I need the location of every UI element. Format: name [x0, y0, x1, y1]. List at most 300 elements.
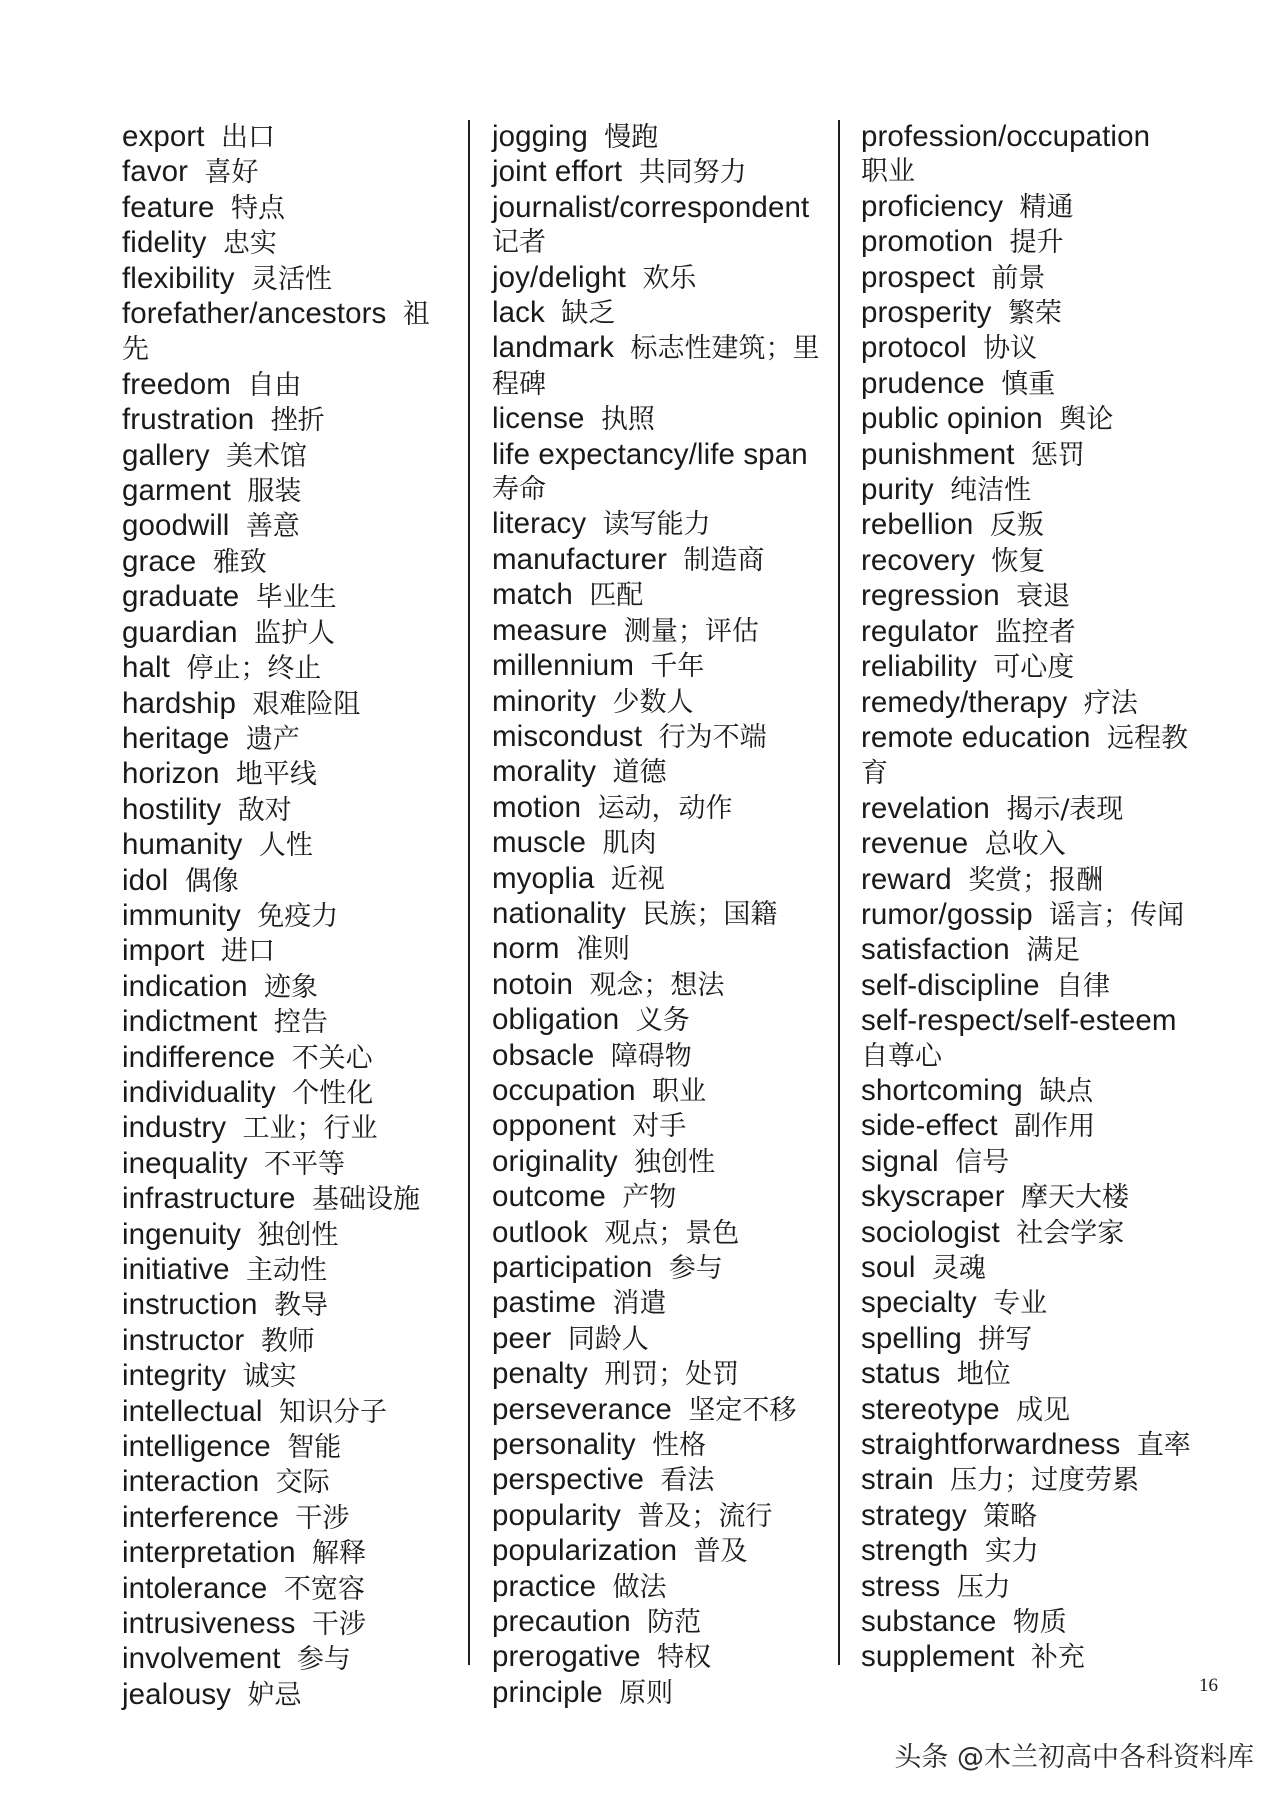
vocab-word: status — [861, 1357, 941, 1391]
vocab-word: import — [122, 934, 205, 968]
vocab-meaning: 信号 — [955, 1146, 1010, 1178]
vocab-word: pastime — [492, 1286, 596, 1320]
vocab-entry — [861, 1286, 1191, 1321]
vocab-meaning: 观点；景色 — [604, 1217, 740, 1249]
vocab-meaning: 总收入 — [984, 829, 1066, 861]
vocab-entry — [861, 650, 1191, 685]
vocab-entry — [492, 296, 825, 331]
vocab-meaning: 缺点 — [1039, 1075, 1094, 1107]
page-number: 16 — [1199, 1675, 1218, 1696]
vocab-meaning: 原则 — [619, 1677, 674, 1709]
vocab-meaning: 忠实 — [222, 228, 277, 260]
vocab-word: inequality — [122, 1146, 248, 1180]
vocab-column-1 — [122, 120, 440, 1713]
vocab-meaning: 社会学家 — [1016, 1217, 1125, 1249]
vocab-entry — [861, 261, 1191, 296]
vocab-entry — [861, 863, 1191, 898]
vocab-word: promotion — [861, 225, 994, 259]
vocab-word: measure — [492, 613, 608, 647]
vocab-meaning: 服装 — [247, 476, 302, 508]
vocab-meaning: 独创性 — [634, 1146, 716, 1178]
vocab-entry — [861, 1605, 1191, 1640]
vocab-word: peer — [492, 1321, 552, 1355]
vocab-word: industry — [122, 1111, 227, 1145]
vocab-meaning: 参与 — [296, 1644, 351, 1676]
vocab-entry — [861, 1145, 1191, 1180]
vocab-word: heritage — [122, 721, 230, 755]
vocab-word: ingenuity — [122, 1217, 241, 1251]
vocab-meaning: 反叛 — [989, 510, 1044, 542]
vocab-entry — [492, 1393, 825, 1428]
vocab-entry — [492, 720, 825, 755]
vocab-entry — [122, 1218, 440, 1253]
vocab-meaning: 自尊心 — [861, 1040, 942, 1072]
vocab-word: miscondust — [492, 719, 643, 753]
vocab-word: occupation — [492, 1073, 636, 1107]
vocab-entry — [122, 191, 440, 226]
vocab-meaning: 近视 — [610, 863, 665, 895]
vocab-meaning: 职业 — [861, 156, 915, 188]
vocab-word: myoplia — [492, 861, 595, 895]
vocab-word: regulator — [861, 614, 979, 648]
vocab-entry — [492, 1039, 825, 1074]
vocab-entry — [861, 1463, 1191, 1498]
vocab-word: interference — [122, 1500, 279, 1534]
vocab-meaning: 迹象 — [264, 971, 319, 1003]
vocab-entry — [861, 296, 1191, 331]
vocab-entry — [122, 1465, 440, 1500]
vocab-entry — [492, 1570, 825, 1605]
vocab-meaning: 职业 — [652, 1075, 707, 1107]
vocab-entry — [122, 1111, 440, 1146]
vocab-word: indication — [122, 969, 248, 1003]
vocab-meaning: 行为不端 — [658, 721, 767, 753]
vocab-word: prosperity — [861, 296, 992, 330]
vocab-word: prerogative — [492, 1640, 641, 1674]
vocab-word: favor — [122, 155, 189, 189]
vocab-entry — [492, 755, 825, 790]
vocab-meaning: 监控者 — [994, 616, 1076, 648]
watermark: 头条 @木兰初高中各科资料库 — [894, 1742, 1254, 1773]
vocab-entry — [492, 191, 825, 261]
vocab-entry — [122, 1253, 440, 1288]
vocab-entry — [492, 1640, 825, 1675]
vocab-entry — [861, 225, 1191, 260]
vocab-meaning: 缺乏 — [561, 298, 616, 330]
vocab-meaning: 产物 — [622, 1182, 677, 1214]
vocab-meaning: 监护人 — [254, 617, 336, 649]
vocab-word: specialty — [861, 1286, 977, 1320]
vocab-meaning: 地平线 — [235, 759, 317, 791]
vocab-word: minority — [492, 684, 597, 718]
vocab-entry — [492, 331, 825, 402]
vocab-word: intelligence — [122, 1430, 271, 1464]
vocab-meaning: 控告 — [273, 1007, 328, 1039]
vocab-entry — [122, 226, 440, 261]
vocab-meaning: 做法 — [612, 1571, 667, 1603]
vocab-meaning: 准则 — [576, 934, 631, 966]
vocab-word: notoin — [492, 967, 573, 1001]
vocab-entry — [492, 438, 825, 508]
vocab-word: obsacle — [492, 1038, 595, 1072]
vocab-meaning: 雅致 — [212, 546, 267, 578]
vocab-word: revelation — [861, 791, 990, 825]
vocab-entry — [861, 1180, 1191, 1215]
vocab-word: originality — [492, 1144, 618, 1178]
vocab-word: soul — [861, 1251, 916, 1284]
vocab-word: humanity — [122, 828, 243, 862]
vocab-meaning: 直率 — [1136, 1430, 1191, 1462]
vocab-entry — [122, 1430, 440, 1465]
vocab-entry — [122, 970, 440, 1005]
vocab-meaning: 停止；终止 — [186, 653, 322, 685]
vocab-meaning: 普及；流行 — [637, 1500, 773, 1532]
vocab-entry — [492, 402, 825, 437]
vocab-word: lack — [492, 296, 545, 330]
vocab-word: flexibility — [122, 261, 235, 295]
vocab-meaning: 提升 — [1009, 227, 1064, 259]
vocab-entry — [122, 1182, 440, 1217]
vocab-word: punishment — [861, 437, 1015, 471]
vocab-word: instruction — [122, 1288, 258, 1322]
vocab-meaning: 精通 — [1019, 191, 1074, 223]
vocab-entry — [122, 1288, 440, 1323]
vocab-word: license — [492, 402, 585, 436]
vocab-entry — [861, 367, 1191, 402]
vocab-word: immunity — [122, 898, 241, 932]
vocab-entry — [492, 1428, 825, 1463]
vocab-word: profession/occupation — [861, 120, 1151, 153]
vocab-meaning: 个性化 — [292, 1077, 374, 1109]
vocab-entry — [492, 862, 825, 897]
vocab-meaning: 教师 — [260, 1325, 315, 1357]
vocab-entry — [492, 1251, 825, 1286]
vocab-word: manufacturer — [492, 542, 668, 576]
vocab-entry — [492, 685, 825, 720]
vocab-entry — [861, 402, 1191, 437]
vocab-meaning: 前景 — [991, 262, 1046, 294]
vocab-word: muscle — [492, 826, 587, 860]
vocab-entry — [122, 120, 440, 155]
vocab-meaning: 执照 — [600, 404, 655, 436]
vocab-meaning: 同龄人 — [567, 1323, 649, 1355]
vocab-meaning: 自律 — [1055, 970, 1110, 1002]
vocab-entry — [122, 757, 440, 792]
vocab-meaning: 副作用 — [1014, 1111, 1096, 1143]
vocab-entry — [122, 368, 440, 403]
vocab-meaning: 舆论 — [1059, 404, 1114, 436]
vocab-entry — [122, 1572, 440, 1607]
vocab-meaning: 读写能力 — [602, 509, 711, 541]
vocab-word: intolerance — [122, 1571, 268, 1605]
vocab-meaning: 交际 — [275, 1467, 330, 1499]
vocab-entry — [122, 155, 440, 190]
vocab-meaning: 出口 — [221, 122, 275, 153]
vocab-entry — [861, 544, 1191, 579]
vocab-entry — [861, 438, 1191, 473]
vocab-word: outcome — [492, 1180, 606, 1214]
vocab-meaning: 自由 — [247, 369, 302, 401]
vocab-entry — [861, 120, 1191, 190]
vocab-word: strain — [861, 1463, 934, 1497]
vocab-entry — [122, 545, 440, 580]
vocab-meaning: 揭示/表现 — [1006, 793, 1124, 825]
vocab-meaning: 性格 — [652, 1430, 707, 1462]
vocab-entry — [122, 1678, 440, 1713]
vocab-word: recovery — [861, 543, 975, 577]
vocab-meaning: 惩罚 — [1030, 439, 1085, 471]
vocab-entry — [492, 791, 825, 826]
vocab-meaning: 满足 — [1026, 935, 1081, 967]
vocab-entry — [122, 616, 440, 651]
vocab-word: millennium — [492, 649, 634, 683]
vocab-word: prudence — [861, 366, 985, 400]
vocab-word: hostility — [122, 792, 222, 826]
vocab-word: penalty — [492, 1357, 588, 1391]
vocab-entry — [492, 1463, 825, 1498]
vocab-meaning: 看法 — [660, 1465, 715, 1497]
vocab-word: remote education — [861, 720, 1091, 754]
vocab-meaning: 人性 — [258, 830, 313, 862]
vocab-word: popularity — [492, 1498, 621, 1532]
vocab-meaning: 灵魂 — [931, 1253, 986, 1284]
vocab-meaning: 智能 — [287, 1432, 342, 1464]
vocab-meaning: 纯洁性 — [950, 475, 1032, 507]
vocab-word: feature — [122, 190, 215, 224]
vocab-meaning: 千年 — [650, 651, 705, 683]
vocab-meaning: 繁荣 — [1007, 298, 1062, 330]
vocab-meaning: 欢乐 — [642, 262, 697, 294]
vocab-word: remedy/therapy — [861, 685, 1068, 719]
vocab-column-2 — [492, 120, 825, 1711]
vocab-meaning: 敌对 — [237, 794, 292, 826]
vocab-entry — [861, 1640, 1191, 1675]
vocab-word: side-effect — [861, 1109, 998, 1143]
vocab-meaning: 进口 — [220, 936, 275, 968]
vocab-word: public opinion — [861, 402, 1043, 436]
vocab-entry — [122, 1536, 440, 1571]
vocab-word: skyscraper — [861, 1180, 1005, 1214]
vocab-entry — [861, 190, 1191, 225]
vocab-meaning: 特点 — [230, 192, 285, 224]
vocab-meaning: 独创性 — [257, 1219, 339, 1251]
vocab-entry — [492, 120, 825, 155]
vocab-word: proficiency — [861, 189, 1004, 223]
vocab-word: self-discipline — [861, 968, 1040, 1002]
vocab-entry — [122, 1359, 440, 1394]
vocab-meaning: 少数人 — [612, 686, 694, 718]
vocab-entry — [122, 509, 440, 544]
vocab-entry — [861, 898, 1191, 933]
vocab-entry — [492, 1534, 825, 1569]
vocab-word: freedom — [122, 367, 231, 401]
vocab-meaning: 摩天大楼 — [1021, 1182, 1130, 1214]
vocab-word: intrusiveness — [122, 1607, 296, 1641]
vocab-meaning: 参与 — [668, 1253, 723, 1284]
vocab-word: participation — [492, 1251, 653, 1284]
vocab-meaning: 慎重 — [1001, 368, 1056, 400]
vocab-entry — [122, 403, 440, 438]
vocab-word: integrity — [122, 1359, 227, 1393]
vocab-meaning: 地位 — [956, 1359, 1011, 1391]
vocab-entry — [861, 473, 1191, 508]
vocab-word: perspective — [492, 1463, 644, 1497]
vocab-entry — [492, 826, 825, 861]
vocab-meaning: 干涉 — [295, 1502, 350, 1534]
vocab-entry — [861, 827, 1191, 862]
vocab-entry — [861, 615, 1191, 650]
vocab-entry — [122, 722, 440, 757]
vocab-meaning: 美术馆 — [226, 440, 308, 472]
vocab-word: joy/delight — [492, 260, 626, 294]
vocab-meaning: 主动性 — [245, 1255, 327, 1286]
vocab-entry — [861, 1109, 1191, 1144]
vocab-word: prospect — [861, 260, 975, 294]
vocab-word: gallery — [122, 438, 210, 472]
vocab-word: nationality — [492, 896, 626, 930]
column-divider — [838, 120, 840, 1665]
vocab-meaning: 道德 — [612, 757, 667, 789]
vocab-entry — [492, 1180, 825, 1215]
vocab-word: rumor/gossip — [861, 897, 1033, 931]
vocab-entry — [122, 297, 440, 368]
vocab-word: fidelity — [122, 226, 207, 260]
vocab-meaning: 妒忌 — [247, 1679, 302, 1711]
vocab-entry — [861, 721, 1191, 792]
vocab-word: reward — [861, 862, 952, 896]
vocab-word: indictment — [122, 1005, 258, 1039]
vocab-entry — [492, 1074, 825, 1109]
vocab-entry — [492, 1676, 825, 1711]
vocab-entry — [122, 934, 440, 969]
vocab-word: instructor — [122, 1323, 245, 1357]
vocab-entry — [492, 261, 825, 296]
vocab-word: strength — [861, 1534, 969, 1568]
vocab-entry — [861, 1004, 1191, 1074]
vocab-entry — [861, 1357, 1191, 1392]
vocab-entry — [122, 1041, 440, 1076]
vocab-word: popularization — [492, 1534, 678, 1568]
vocab-entry — [861, 1393, 1191, 1428]
vocab-word: joint effort — [492, 155, 623, 189]
vocab-meaning: 标志性建筑；里程碑 — [492, 333, 820, 400]
vocab-word: motion — [492, 790, 582, 824]
vocab-entry — [122, 687, 440, 722]
vocab-entry — [122, 1147, 440, 1182]
vocab-entry — [122, 899, 440, 934]
vocab-word: match — [492, 578, 573, 612]
vocab-entry — [861, 1570, 1191, 1605]
vocab-entry — [861, 508, 1191, 543]
vocab-word: signal — [861, 1144, 939, 1178]
vocab-word: forefather/ancestors — [122, 297, 387, 331]
vocab-word: frustration — [122, 403, 255, 437]
vocab-meaning: 障碍物 — [610, 1040, 692, 1072]
vocab-word: infrastructure — [122, 1182, 296, 1216]
vocab-word: norm — [492, 932, 560, 966]
vocab-entry — [861, 1216, 1191, 1251]
vocab-word: shortcoming — [861, 1073, 1023, 1107]
vocab-entry — [861, 1428, 1191, 1463]
vocab-meaning: 恢复 — [991, 545, 1046, 577]
vocab-word: initiative — [122, 1253, 230, 1286]
vocab-word: perseverance — [492, 1392, 672, 1426]
vocab-word: jogging — [492, 120, 588, 153]
vocab-meaning: 挫折 — [270, 405, 325, 437]
vocab-meaning: 观念；想法 — [589, 969, 725, 1001]
vocab-meaning: 物质 — [1012, 1607, 1067, 1639]
vocab-entry — [492, 932, 825, 967]
vocab-word: involvement — [122, 1642, 281, 1676]
vocab-entry — [861, 1322, 1191, 1357]
vocab-word: regression — [861, 579, 1000, 613]
vocab-meaning: 遗产 — [245, 723, 300, 755]
vocab-meaning: 策略 — [983, 1500, 1038, 1532]
vocab-entry — [861, 933, 1191, 968]
vocab-entry — [861, 579, 1191, 614]
vocab-meaning: 不宽容 — [283, 1573, 365, 1605]
vocab-entry — [122, 439, 440, 474]
vocab-meaning: 普及 — [693, 1536, 748, 1568]
vocab-word: satisfaction — [861, 933, 1010, 967]
column-divider — [468, 120, 470, 1665]
vocab-entry — [122, 651, 440, 686]
vocab-word: jealousy — [122, 1677, 232, 1711]
vocab-entry — [492, 897, 825, 932]
vocab-word: intellectual — [122, 1394, 263, 1428]
vocab-word: sociologist — [861, 1215, 1000, 1249]
vocab-entry — [861, 1534, 1191, 1569]
vocab-meaning: 诚实 — [242, 1361, 297, 1393]
vocab-entry — [492, 1499, 825, 1534]
vocab-meaning: 运动，动作 — [597, 792, 733, 824]
vocab-meaning: 实力 — [984, 1536, 1039, 1568]
vocab-entry — [122, 1501, 440, 1536]
vocab-meaning: 慢跑 — [604, 122, 659, 153]
vocab-word: individuality — [122, 1075, 276, 1109]
vocab-meaning: 特权 — [657, 1642, 712, 1674]
vocab-word: interaction — [122, 1465, 260, 1499]
vocab-entry — [492, 1003, 825, 1038]
vocab-word: precaution — [492, 1605, 631, 1639]
vocab-meaning: 拼写 — [978, 1323, 1033, 1355]
vocab-meaning: 善意 — [245, 511, 300, 543]
vocab-entry — [492, 1605, 825, 1640]
vocab-meaning: 协议 — [983, 333, 1038, 365]
vocab-entry — [492, 1145, 825, 1180]
vocab-meaning: 祖先 — [122, 299, 430, 366]
vocab-entry — [861, 686, 1191, 721]
vocab-entry — [492, 1357, 825, 1392]
vocab-meaning: 教导 — [273, 1290, 328, 1322]
vocab-word: journalist/correspondent — [492, 190, 810, 224]
vocab-entry — [122, 1395, 440, 1430]
vocab-meaning: 肌肉 — [602, 828, 657, 860]
vocab-meaning: 艰难险阻 — [252, 688, 361, 720]
vocab-meaning: 成见 — [1016, 1394, 1071, 1426]
vocab-meaning: 匹配 — [589, 580, 644, 612]
vocab-entry — [122, 793, 440, 828]
vocab-meaning: 远程教育 — [861, 722, 1188, 790]
vocab-word: rebellion — [861, 508, 974, 542]
vocab-word: purity — [861, 473, 934, 507]
vocab-word: personality — [492, 1428, 636, 1462]
vocab-word: life expectancy/life span — [492, 437, 808, 471]
vocab-meaning: 压力；过度劳累 — [950, 1465, 1140, 1497]
vocab-entry — [861, 1074, 1191, 1109]
vocab-meaning: 可心度 — [993, 652, 1075, 684]
vocab-entry — [492, 1109, 825, 1144]
